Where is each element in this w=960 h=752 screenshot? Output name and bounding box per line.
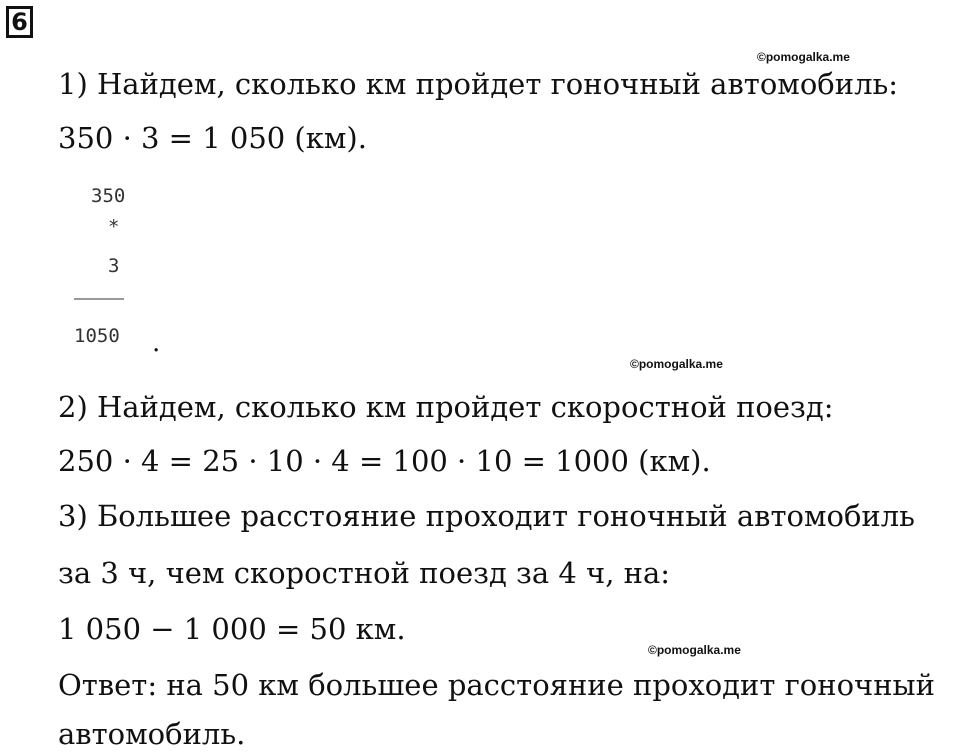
solution-step-3: 3) Большее расстояние проходит гоночный автомобиль [58,499,915,533]
solution-step-3-cont: за 3 ч, чем скоростной поезд за 4 ч, на: [58,556,671,590]
column-multiplicand: 350 [91,185,126,207]
answer-line: Ответ: на 50 км большее расстояние проходит гоночный [58,668,935,702]
solution-step-1: 1) Найдем, сколько км пройдет гоночный автомобиль: [58,67,899,101]
solution-step-2: 2) Найдем, сколько км пройдет скоростной поезд: [58,390,834,424]
watermark: ©pomogalka.me [757,50,850,64]
column-result: 1050 [74,325,120,347]
column-dot: . [152,328,161,358]
task-number-badge: 6 [6,6,33,38]
column-divider-line [74,298,124,300]
answer-line-cont: автомобиль. [58,717,246,751]
equation-3: 1 050 − 1 000 = 50 км. [58,612,406,646]
column-operator: * [108,216,120,238]
watermark: ©pomogalka.me [648,643,741,657]
watermark: ©pomogalka.me [630,357,723,371]
equation-2: 250 · 4 = 25 · 10 · 4 = 100 · 10 = 1000 (км). [58,444,711,478]
equation-1: 350 · 3 = 1 050 (км). [58,121,367,155]
column-multiplier: 3 [108,255,120,277]
